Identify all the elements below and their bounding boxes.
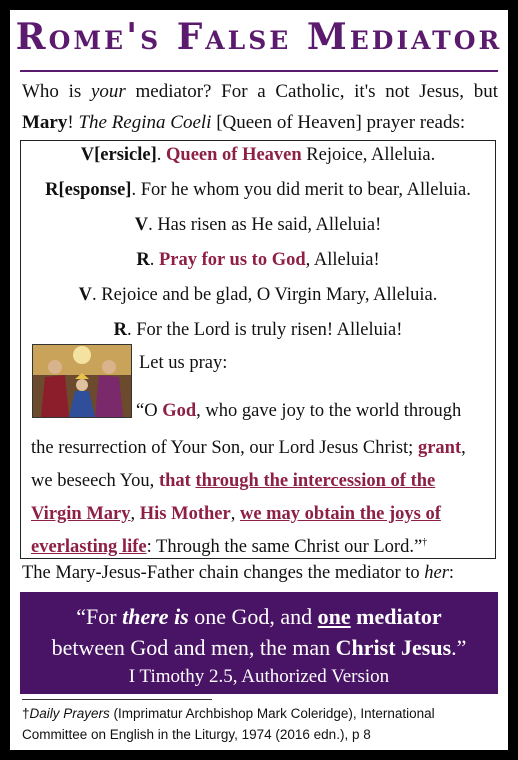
intro-line-1: Who is your mediator? For a Catholic, it's not Jesus, but bbox=[22, 81, 499, 102]
let-us-pray: Let us pray: bbox=[139, 353, 228, 373]
collect-line-3: we beseech You, that through the intercession of the bbox=[31, 471, 436, 491]
collect-line-4: Virgin Mary, His Mother, we may obtain the joys of bbox=[31, 504, 441, 524]
footnote: †Daily Prayers (Imprimatur Archbishop Mark Coleridge), International Committee on English in the Liturgy, 1974 (2016 edn.), p 8 bbox=[22, 706, 435, 742]
prayer-versicle-1: V[ersicle]. Queen of Heaven Rejoice, Alleluia. bbox=[80, 145, 436, 165]
collect-line-1: “O God, who gave joy to the world through bbox=[136, 401, 462, 421]
scripture-quote-box bbox=[20, 592, 498, 694]
footnote-divider bbox=[22, 699, 212, 700]
prayer-versicle-3: V. Rejoice and be glad, O Virgin Mary, Alleluia. bbox=[78, 285, 438, 305]
prayer-response-3: R. For the Lord is truly risen! Alleluia! bbox=[113, 320, 403, 340]
prayer-versicle-2: V. Has risen as He said, Alleluia! bbox=[134, 215, 382, 235]
collect-line-5: everlasting life: Through the same Christ our Lord.”† bbox=[31, 537, 428, 558]
chain-statement: The Mary-Jesus-Father chain changes the mediator to her: bbox=[22, 563, 455, 583]
coronation-of-mary-painting-icon bbox=[32, 344, 132, 418]
page-title: Rome's False Mediator bbox=[15, 16, 503, 58]
prayer-response-2: R. Pray for us to God, Alleluia! bbox=[136, 250, 380, 270]
quote-reference: I Timothy 2.5, Authorized Version bbox=[128, 666, 390, 687]
title-divider bbox=[20, 70, 498, 72]
collect-line-2: the resurrection of Your Son, our Lord Jesus Christ; grant, bbox=[31, 438, 466, 458]
intro-line-2: Mary! The Regina Coeli [Queen of Heaven] prayer reads: bbox=[22, 112, 466, 133]
quote-line-2: between God and men, the man Christ Jesus.” bbox=[51, 635, 467, 660]
page-card bbox=[10, 10, 508, 750]
prayer-box bbox=[20, 140, 496, 559]
intro-paragraph bbox=[22, 76, 498, 138]
quote-line-1: “For there is one God, and one mediator bbox=[76, 604, 442, 629]
prayer-response-1: R[esponse]. For he whom you did merit to bear, Alleluia. bbox=[45, 180, 471, 200]
